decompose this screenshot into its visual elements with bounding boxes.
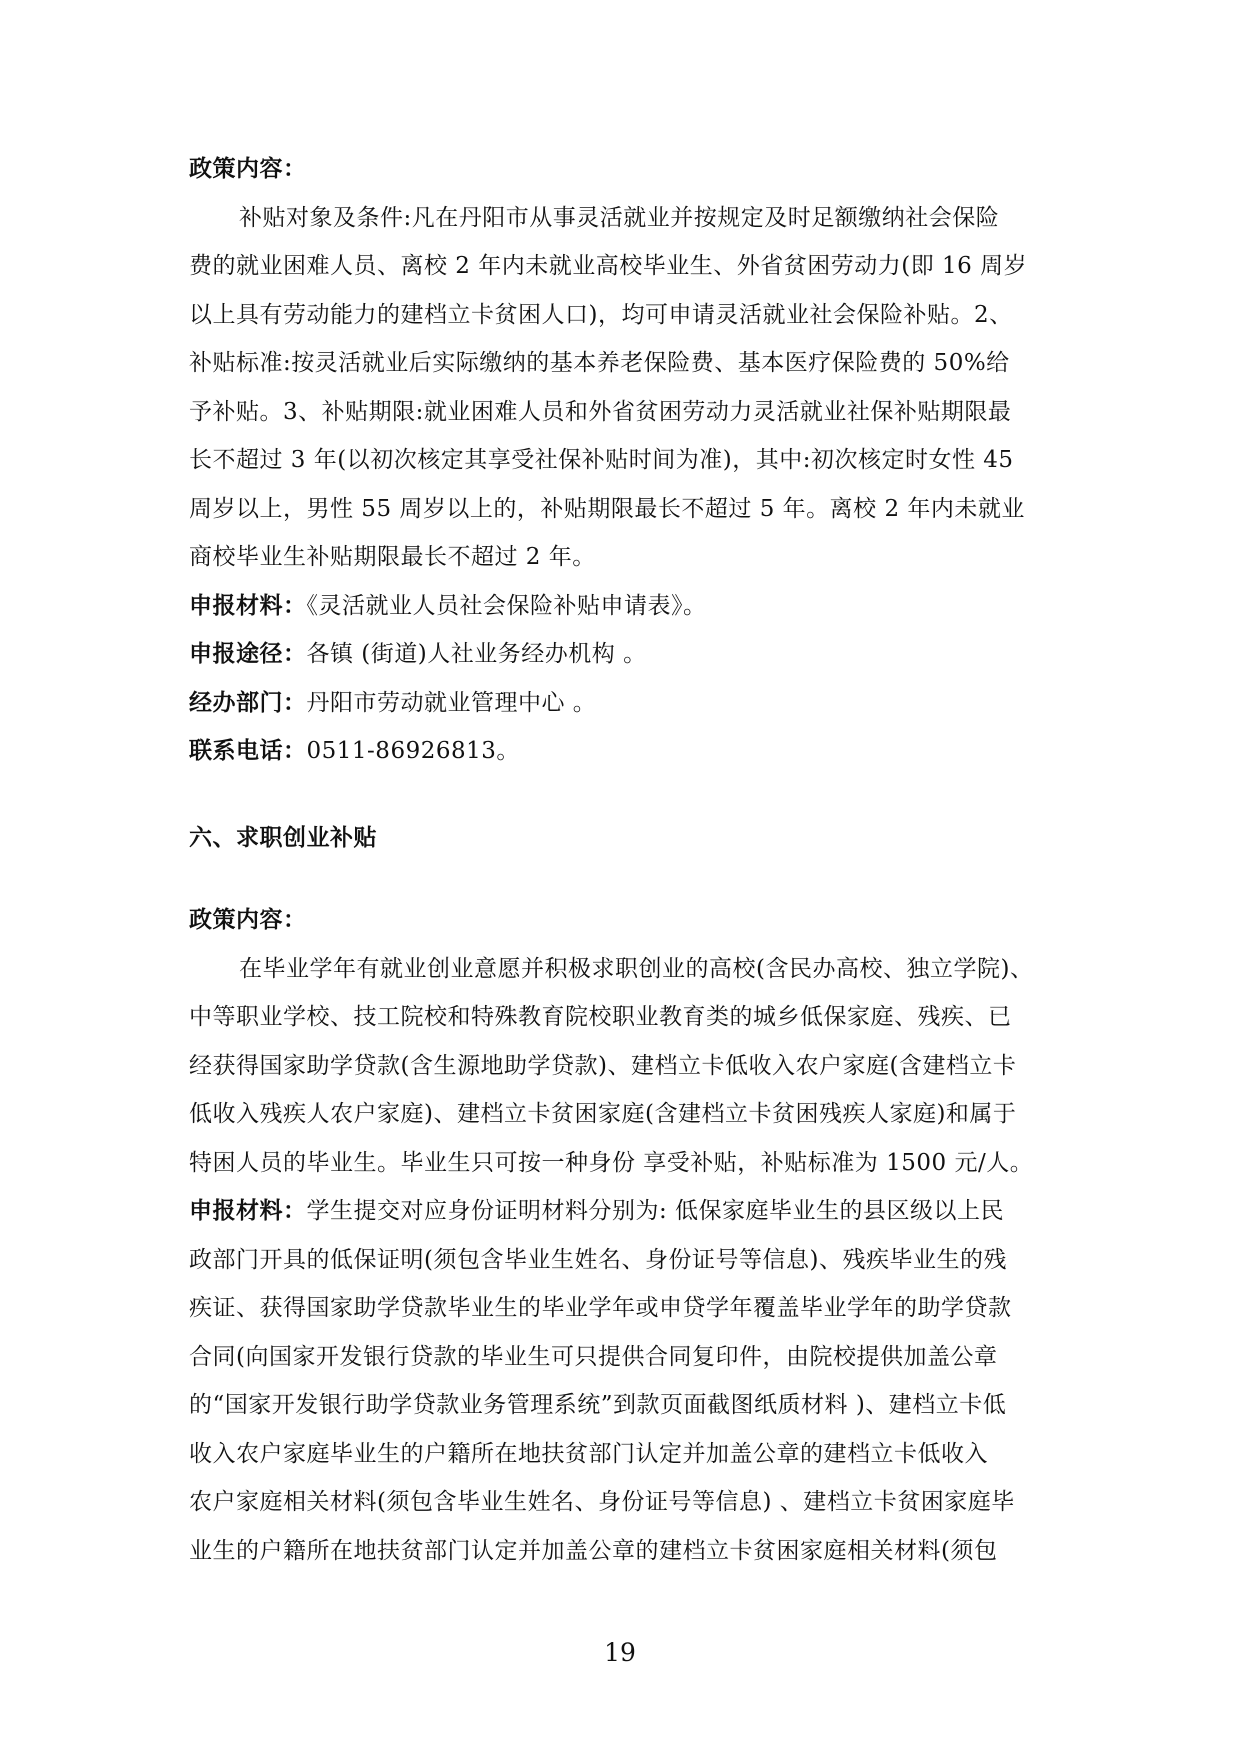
- materials-value: 学生提交对应身份证明材料分别为: 低保家庭毕业生的县区级以上民: [306, 1198, 1005, 1224]
- body-line: 农户家庭相关材料(须包含毕业生姓名、身份证号等信息) 、建档立卡贫困家庭毕: [189, 1489, 1015, 1515]
- dept-row: [189, 679, 1069, 728]
- materials-value: 《灵活就业人员社会保险补贴申请表》。: [306, 592, 707, 619]
- page-number: 19: [604, 1638, 636, 1667]
- materials-label: 申报材料：: [189, 1197, 307, 1224]
- body-line: 长不超过 3 年(以初次核定其享受社保补贴时间为准)，其中:初次核定时女性 45: [189, 447, 1014, 473]
- body-line: 业生的户籍所在地扶贫部门认定并加盖公章的建档立卡贫困家庭相关材料(须包: [189, 1537, 998, 1564]
- body-line: 以上具有劳动能力的建档立卡贫困人口)，均可申请灵活就业社会保险补贴。2、: [189, 301, 1013, 328]
- channel-row: [189, 630, 1069, 679]
- body-line: 特困人员的毕业生。毕业生只可按一种身份 享受补贴，补贴标准为 1500 元/人。: [189, 1149, 1034, 1176]
- body-line: 疾证、获得国家助学贷款毕业生的毕业学年或申贷学年覆盖毕业学年的助学贷款: [189, 1295, 1012, 1321]
- materials-row: [189, 1187, 1069, 1236]
- dept-value: 丹阳市劳动就业管理中心 。: [306, 689, 597, 716]
- body-line: 低收入残疾人农户家庭)、建档立卡贫困家庭(含建档立卡贫困残疾人家庭)和属于: [189, 1101, 1017, 1127]
- body-line: 的“国家开发银行助学贷款业务管理系统”到款页面截图纸质材料 )、建档立卡低: [189, 1392, 1007, 1418]
- phone-row: [189, 727, 1069, 776]
- section-title: 六、求职创业补贴: [189, 823, 377, 851]
- materials-row: [189, 582, 1069, 631]
- channel-value: 各镇 (街道)人社业务经办机构 。: [306, 641, 647, 667]
- body-line: 收入农户家庭毕业生的户籍所在地扶贫部门认定并加盖公章的建档立卡低收入: [189, 1440, 988, 1467]
- spacer: [189, 776, 1069, 814]
- body-line: 周岁以上，男性 55 周岁以上的，补贴期限最长不超过 5 年。离校 2 年内未就业: [189, 495, 1025, 522]
- materials-label: 申报材料：: [189, 591, 307, 619]
- body-line: 费的就业困难人员、离校 2 年内未就业高校毕业生、外省贫困劳动力(即 16 周岁: [189, 253, 1028, 279]
- body-line: 在毕业学年有就业创业意愿并积极求职创业的高校(含民办高校、独立学院)、: [239, 955, 1034, 982]
- spacer: [189, 862, 1069, 896]
- body-line: 予补贴。3、补贴期限:就业困难人员和外省贫困劳动力灵活就业社保补贴期限最: [189, 398, 1012, 425]
- body-line: 政部门开具的低保证明(须包含毕业生姓名、身份证号等信息)、残疾毕业生的残: [189, 1246, 1007, 1273]
- policy-heading: 政策内容：: [189, 155, 307, 182]
- channel-label: 申报途径：: [189, 640, 307, 667]
- body-line: 补贴标准:按灵活就业后实际缴纳的基本养老保险费、基本医疗保险费的 50%给: [189, 350, 1010, 376]
- body-line: 中等职业学校、技工院校和特殊教育院校职业教育类的城乡低保家庭、残疾、已: [189, 1004, 1012, 1030]
- document-page: [189, 145, 1069, 1575]
- body-line: 补贴对象及条件:凡在丹阳市从事灵活就业并按规定及时足额缴纳社会保险: [239, 204, 1000, 231]
- phone-value: 0511-86926813。: [306, 738, 520, 764]
- phone-label: 联系电话：: [189, 737, 307, 764]
- body-line: 商校毕业生补贴期限最长不超过 2 年。: [189, 544, 596, 570]
- policy-heading: 政策内容：: [189, 906, 307, 933]
- body-line: 合同(向国家开发银行贷款的毕业生可只提供合同复印件，由院校提供加盖公章: [189, 1343, 998, 1370]
- dept-label: 经办部门：: [189, 688, 307, 716]
- body-line: 经获得国家助学贷款(含生源地助学贷款)、建档立卡低收入农户家庭(含建档立卡: [189, 1052, 1017, 1079]
